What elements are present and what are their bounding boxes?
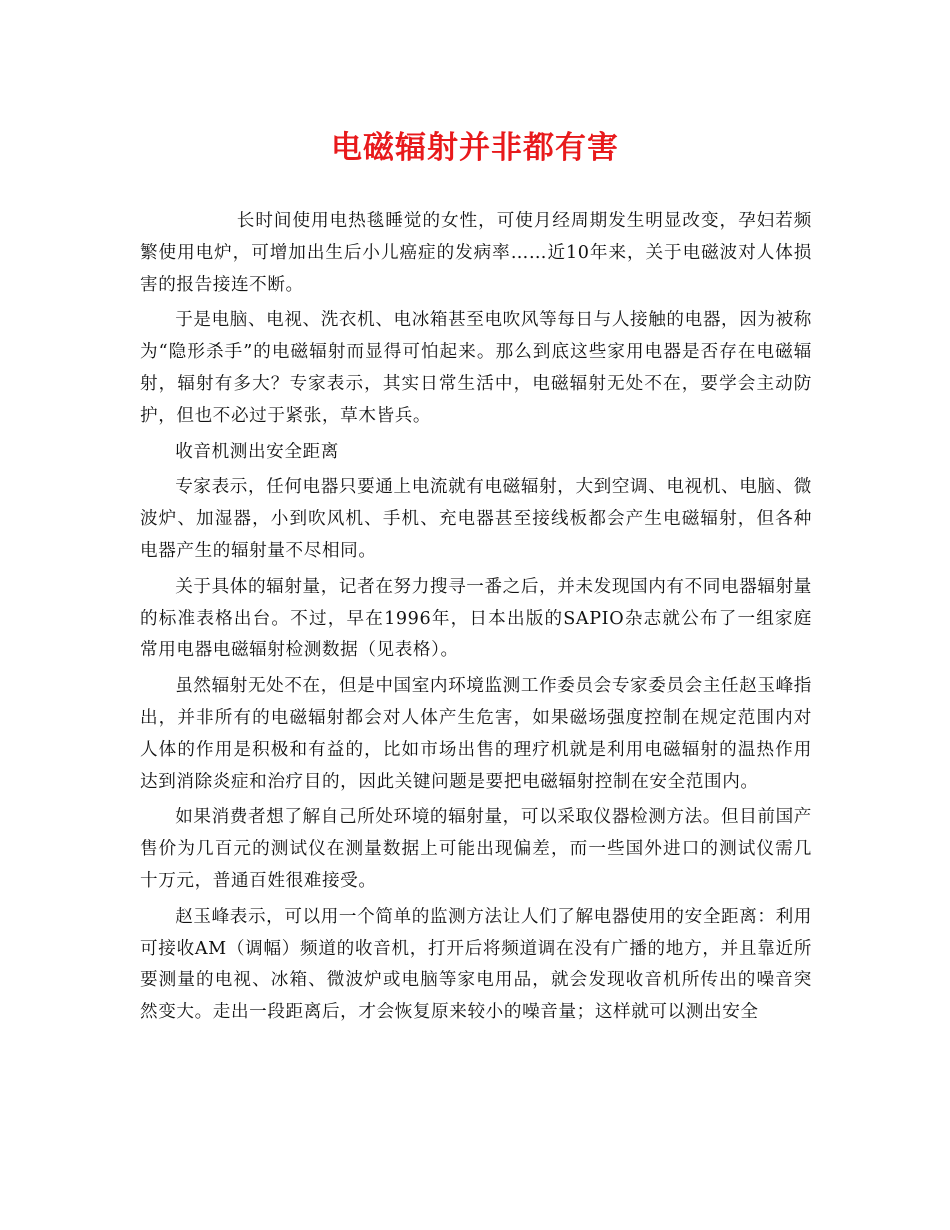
paragraph-3: 专家表示，任何电器只要通上电流就有电磁辐射，大到空调、电视机、电脑、微波炉、加湿器，小到吹风机、手机、充电器甚至接线板都会产生电磁辐射，但各种电器产生的辐射量不尽相同。	[140, 477, 812, 561]
paragraph-5: 虽然辐射无处不在，但是中国室内环境监测工作委员会专家委员会主任赵玉峰指出，并非所有的电磁辐射都会对人体产生危害，如果磁场强度控制在规定范围内对人体的作用是积极和有益的，比如市场出售的理疗机就是利用电磁辐射的温热作用达到消除炎症和治疗目的，因此关键问题是要把电磁辐射控制在安全范围内。	[140, 676, 812, 792]
document-body	[140, 206, 812, 1033]
section-heading: 收音机测出安全距离	[175, 441, 339, 462]
document-title: 电磁辐射并非都有害	[331, 130, 619, 166]
paragraph-6: 如果消费者想了解自己所处环境的辐射量，可以采取仪器检测方法。但目前国产售价为几百元的测试仪在测量数据上可能出现偏差，而一些国外进口的测试仪需几十万元，普通百姓很难接受。	[140, 807, 812, 891]
paragraph-1: 长时间使用电热毯睡觉的女性，可使月经周期发生明显改变，孕妇若频繁使用电炉，可增加出生后小儿癌症的发病率……近10年来，关于电磁波对人体损害的报告接连不断。	[140, 211, 812, 295]
paragraph-4: 关于具体的辐射量，记者在努力搜寻一番之后，并未发现国内有不同电器辐射量的标准表格出台。不过，早在1996年，日本出版的SAPIO杂志就公布了一组家庭常用电器电磁辐射检测数据（见表格）。	[140, 576, 812, 661]
paragraph-2: 于是电脑、电视、洗衣机、电冰箱甚至电吹风等每日与人接触的电器，因为被称为“隐形杀手”的电磁辐射而显得可怕起来。那么到底这些家用电器是否存在电磁辐射，辐射有多大？专家表示，其实日常生活中，电磁辐射无处不在，要学会主动防护，但也不必过于紧张，草木皆兵。	[140, 310, 812, 426]
paragraph-7: 赵玉峰表示，可以用一个简单的监测方法让人们了解电器使用的安全距离：利用可接收AM（调幅）频道的收音机，打开后将频道调在没有广播的地方，并且靠近所要测量的电视、冰箱、微波炉或电脑等家电用品，就会发现收音机所传出的噪音突然变大。走出一段距离后，才会恢复原来较小的噪音量；这样就可以测出安全	[140, 906, 812, 1023]
